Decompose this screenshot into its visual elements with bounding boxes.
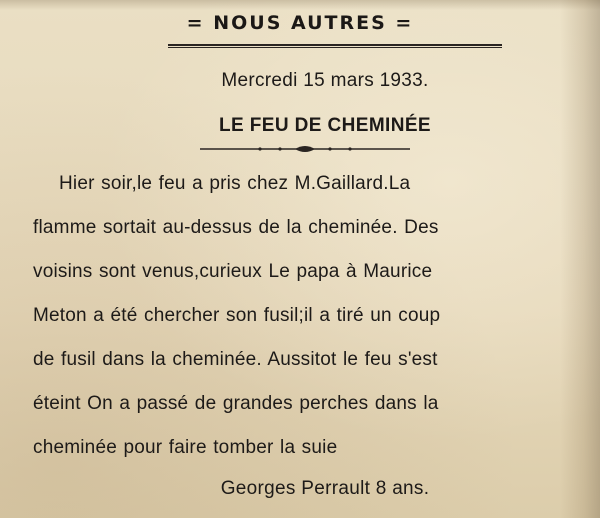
- headline-ornament: [200, 143, 410, 155]
- title-double-rule: [168, 44, 502, 48]
- article-line: Hier soir,le feu a pris chez M.Gaillard.La: [59, 173, 411, 194]
- article-line: cheminée pour faire tomber la suie: [33, 437, 338, 458]
- article-line: voisins sont venus,curieux Le papa à Maurice: [33, 261, 433, 282]
- article-line: éteint On a passé de grandes perches dans la: [33, 393, 439, 414]
- article-headline: LE FEU DE CHEMINÉE: [219, 115, 431, 136]
- article-line: flamme sortait au-dessus de la cheminée. Des: [33, 217, 439, 238]
- article-line: Meton a été chercher son fusil;il a tiré un coup: [33, 305, 441, 326]
- article-signature: Georges Perrault 8 ans.: [220, 478, 430, 499]
- article-date: Mercredi 15 mars 1933.: [221, 70, 429, 91]
- article-body: [33, 170, 573, 478]
- article-line: de fusil dans la cheminée. Aussitot le feu s'est: [33, 349, 438, 370]
- publication-title: = NOUS AUTRES =: [186, 12, 414, 34]
- paper-top-shadow: [0, 0, 600, 10]
